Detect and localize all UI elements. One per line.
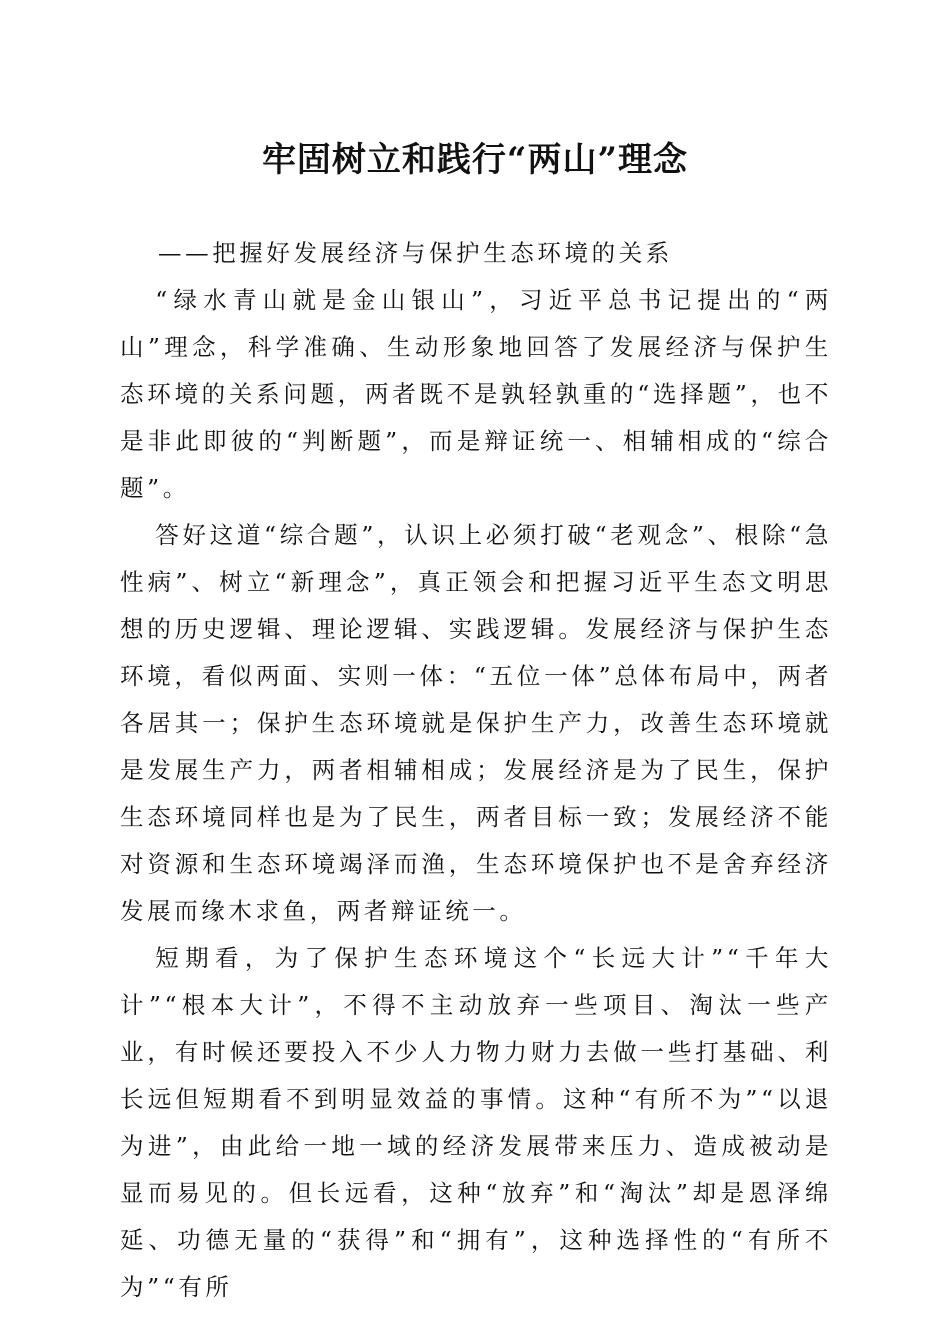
paragraph-2: 答好这道“综合题”，认识上必须打破“老观念”、根除“急性病”、树立“新理念”，真正领会和把握习近平生态文明思想的历史逻辑、理论逻辑、实践逻辑。发展经济与保护生态环境，看似两面、实则一体：“五位一体”总体布局中，两者各居其一；保护生态环境就是保护生产力，改善生态环境就是发展生产力，两者相辅相成；发展经济是为了民生，保护生态环境同样也是为了民生，两者目标一致；发展经济不能对资源和生态环境竭泽而渔，生态环境保护也不是舍弃经济发展而缘木求鱼，两者辩证统一。 xyxy=(120,521,832,925)
document-body xyxy=(120,230,832,1311)
document-subtitle: ——把握好发展经济与保护生态环境的关系 xyxy=(158,239,673,267)
document-title: 牢固树立和践行“两山”理念 xyxy=(261,140,689,180)
paragraph-1: “绿水青山就是金山银山”，习近平总书记提出的“两山”理念，科学准确、生动形象地回答了发展经济与保护生态环境的关系问题，两者既不是孰轻孰重的“选择题”，也不是非此即彼的“判断题”，而是辩证统一、相辅相成的“综合题”。 xyxy=(120,286,832,502)
paragraph-3: 短期看，为了保护生态环境这个“长远大计”“千年大计”“根本大计”，不得不主动放弃一些项目、淘汰一些产业，有时候还要投入不少人力物力财力去做一些打基础、利长远但短期看不到明显效益的事情。这种“有所不为”“以退为进”，由此给一地一域的经济发展带来压力、造成被动是显而易见的。但长远看，这种“放弃”和“淘汰”却是恩泽绵延、功德无量的“获得”和“拥有”，这种选择性的“有所不为”“有所 xyxy=(120,944,832,1301)
